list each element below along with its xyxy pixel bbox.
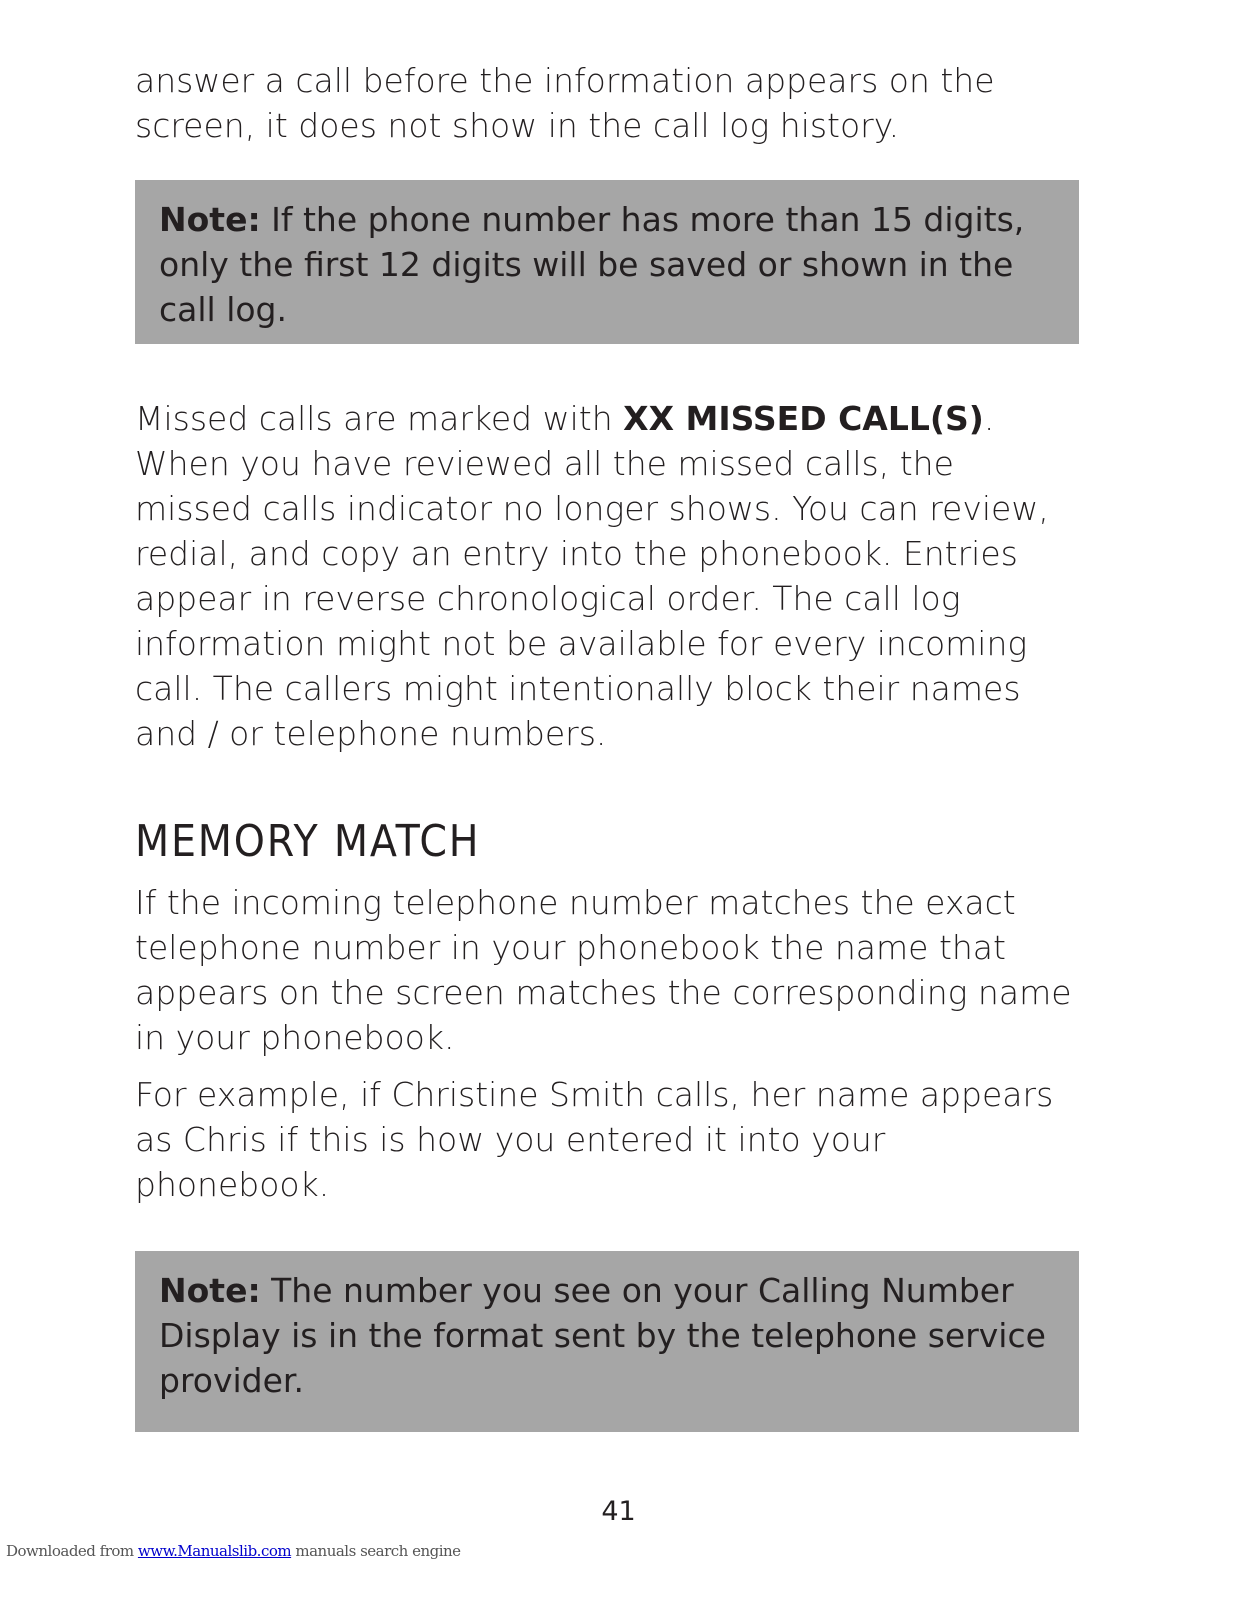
footer-suffix: manuals search engine xyxy=(291,1542,461,1560)
manualslib-link[interactable]: www.Manualslib.com xyxy=(137,1542,292,1560)
missed-calls-suffix: . When you have reviewed all the missed calls, the missed calls indicator no longer shows. You can review, redial, and copy an entry into the phonebook. Entries appear in reverse chronological order. The call log information might not be available for every incoming call. The callers might intentionally block their names and / or telephone numbers. xyxy=(135,399,1049,753)
footer-prefix: Downloaded from xyxy=(6,1542,138,1560)
note-box-format xyxy=(135,1251,1079,1432)
note-label: Note: xyxy=(159,200,261,239)
intro-paragraph: answer a call before the information appears on the screen, it does not show in the call log history. xyxy=(135,61,995,145)
document-body xyxy=(135,58,1079,1432)
note-text: The number you see on your Calling Number Display is in the format sent by the telephone service provider. xyxy=(159,1271,1046,1400)
download-footer xyxy=(6,1542,461,1560)
page-number: 41 xyxy=(601,1496,636,1527)
section-heading-memory-match: MEMORY MATCH xyxy=(135,816,481,867)
missed-calls-paragraph xyxy=(135,396,1079,756)
note-label: Note: xyxy=(159,1271,261,1310)
missed-calls-prefix: Missed calls are marked with xyxy=(135,399,624,438)
note-box-digits xyxy=(135,180,1079,344)
memory-match-paragraph: If the incoming telephone number matches the exact telephone number in your phonebook the name that appears on the screen matches the corresponding name in your phonebook. xyxy=(135,883,1072,1057)
memory-match-example: For example, if Christine Smith calls, her name appears as Chris if this is how you entered it into your phonebook. xyxy=(135,1075,1054,1204)
missed-calls-indicator-text: XX MISSED CALL(S) xyxy=(623,399,984,438)
note-text: If the phone number has more than 15 digits, only the first 12 digits will be saved or shown in the call log. xyxy=(159,200,1025,329)
